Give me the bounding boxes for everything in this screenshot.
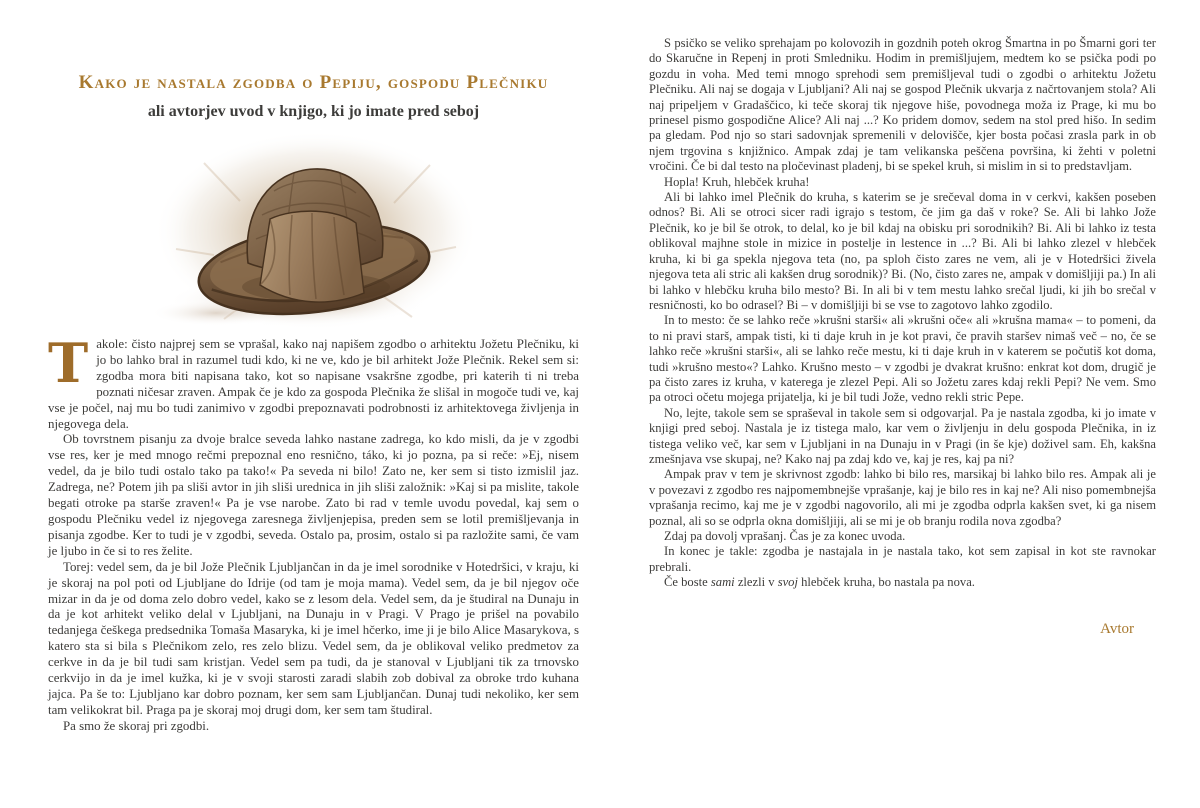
paragraph-final xyxy=(649,575,1156,590)
left-page xyxy=(48,0,579,735)
paragraph: Hopla! Kruh, hlebček kruha! xyxy=(664,174,810,189)
paragraph: Pa smo že skoraj pri zgodbi. xyxy=(63,718,210,733)
author-signature: Avtor xyxy=(1100,620,1134,637)
illustration-container xyxy=(48,129,579,331)
left-page-body xyxy=(48,331,579,735)
final-text-3: hlebček kruha, bo nastala pa nova. xyxy=(797,575,975,590)
right-page xyxy=(649,0,1156,638)
final-text-1: Če boste xyxy=(664,575,711,590)
paragraph-text: akole: čisto najprej sem se vprašal, kako naj napišem zgodbo o arhitektu Jožetu Plečniku, ki jo bo lahko bral in razumel tudi kdo, ki ne ve, kdo je bil arhitekt Jože Plečnik. Rekel sem si: zgodba mora biti napisana tako, kot so napisane vsakršne zgodbe, pri katerih ti ni treba poznati ničesar zraven. Ampak če je kdo za gospoda Plečnika že slišal in mogoče tudi ve, kaj vse je počel, naj mu bo tudi zanimivo v zgodbi prepoznavati podrobnosti iz arhitektovega življenja in njegovega dela. xyxy=(48,337,579,431)
paragraph: Torej: vedel sem, da je bil Jože Plečnik Ljubljančan in da je imel sorodnike v Hotedršici, v kraju, ki je skoraj na pol poti od Ljubljane do Idrije (od tam je moja mama). Vedel sem, da je bil njegov oče mizar in da je od doma zelo dobro vedel, kako se z lesom dela. Vedel sem, da je študiral na Dunaju in da je kot arhitekt veliko delal v Ljubljani, na Dunaju in v Pragi. V Prago je prišel na povabilo tedanjega češkega predsednika Tomaša Masaryka, ki je imel hčerko, ime ji je bilo Alice Masarykova, s katero sta si bila s Plečnikom zelo, res zelo blizu. Vedel sem, da je oblikoval veliko predmetov za cerkve in da je bil tudi sam kristjan. Vedel sem pa tudi, da je stanoval v Ljubljani tik za trnovsko cerkvijo in da je imel kužka, ki je v svoji starosti zaradi slabih zob dobival za obroke trdo kuhana jajca. Pa še to: Ljubljano kar dobro poznam, ker sem sam Ljubljančan. Dunaj tudi nekoliko, ker sem tam velikokrat bil. Praga pa je skoraj moj drugi dom, ker sem tam študiral. xyxy=(48,559,579,717)
paragraph: S psičko se veliko sprehajam po kolovozih in gozdnih poteh okrog Šmartna in po Šmarni gori ter do Skaručne in Repenj in proti Smledniku. Hodim in premišljujem, medtem ko se psička podi po gozdu in voha. Med temi mnogo sprehodi sem premišljeval tudi o zgodbi o arhitektu Jožetu Plečniku. Ali naj se dogaja v Ljubljani? Ali naj se gospod Plečnik ukvarja z načrtovanjem stola? Ali naj pripeljem v Gradaščico, ki teče skoraj tik njegove hiše, povodnega moža iz Prage, ki mu bo prinesel pismo gospodične Alice? Ali naj ...? Ko pridem domov, sedem na stol pred hišo. In sedim pa gledam. Pod njo so stari sadovnjak spremenili v delovišče, kjer bosta počasi zrasla park in ob njem trgovina s knjižnico. Ampak zdaj je tam velikanska peščena površina, ki žehti v poletni vročini. Če bi dal testo na pločevinast pladenj, bi se spekel kruh, si mislim in si to predstavljam. xyxy=(649,36,1156,174)
paragraph xyxy=(48,331,579,432)
paragraph: Ali bi lahko imel Plečnik do kruha, s katerim se je srečeval doma in v cerkvi, kakšen poseben odnos? Bi. Ali se otroci sicer radi igrajo s testom, če jim ga daš v roke? Se. Ali bi lahko Jože Plečnik, ko je bil še otrok, to delal, ko je bil kdaj na obisku pri sorodnikih? Bi. Ali bi lahko iz testa oblikoval majhne stole in mizice in postelje in lestence in ...? Bi. Ali bi lahko zlezel v hlebček kruha, ki bi ga spekla njegova teta (no, pa sploh čisto zares ne vem, ali je v Hotedršici živela njegova teta ali stric ali kakšen drug sorodnik)? Bi. (No, čisto zares ne, ampak v domišljiji pa.) In ali bi lahko v hlebčku kruha bilo mesto? Bi. In ali bi v tem mestu lahko srečal ljudi, ki jih bo srečal v resničnosti, ko bo odrasel? Bi – v domišljiji bi se vse to zagotovo lahko zgodilo. xyxy=(649,190,1156,312)
drop-cap: T xyxy=(48,331,89,395)
paragraph: No, lejte, takole sem se spraševal in takole sem si odgovarjal. Pa je nastala zgodba, ki jo imate v knjigi pred seboj. Nastala je iz tistega malo, kar vem o življenju in delu gospoda Plečnika, in iz tistega veliko več, kar sem v Ljubljani in na Dunaju in v Pragi (in še kje) doživel sam. Eh, kakšna zmešnjava vse skupaj, ne? Kako naj pa zdaj kdo ve, kaj je res, kaj pa ni? xyxy=(649,405,1156,466)
final-text-2: zlezli v xyxy=(734,575,778,590)
paragraph: Ob tovrstnem pisanju za dvoje bralce seveda lahko nastane zadrega, ko kdo misli, da je v zgodbi vse res, ker je med mnogo rečmi prepoznal eno resnično, táko, ki jo pozna, pa si reče: »Ej, nisem vedel, da je bilo tudi ostalo tako pa tako!« Pa seveda ni bilo! Zato ne, ker sem si tisto izmislil jaz. Zadrega, ne? Potem jih pa sliši avtor in jih sliši urednica in jih sliši založnik: »Kaj si pa mislite, takole begati otroke pa starše zraven!« Pa je vse narobe. Zato bi rad v temle uvodu povedal, kaj sem o gospodu Plečniku vedel iz njegovega zaresnega življenjepisa, preden sem se lotil premišljevanja in pisanja zgodbe. Ker to tudi je v zgodbi, seveda. Ostalo pa, prosim, ostalo si pa razložite sami, če vam je ljubo in če si to res želite. xyxy=(48,432,579,558)
right-page-body xyxy=(649,36,1156,591)
hat-illustration xyxy=(144,129,484,331)
final-italic-1: sami xyxy=(710,575,735,590)
paragraph: In konec je takle: zgodba je nastajala in je nastala tako, kot sem zapisal in kot ste ravnokar prebrali. xyxy=(649,544,1156,574)
paragraph: Ampak prav v tem je skrivnost zgodb: lahko bi bilo res, marsikaj bi lahko bilo res. Ampak ali je v povezavi z zgodbo res najpomembnejše vprašanje, kaj je bilo res in kaj ne? Ali niso pomembnejša vprašanja recimo, kaj me je v zgodbi nagovorilo, ali mi je zgodba odprla kakšen svet, ki ga nisem poznal, ali so se odprla okna domišljiji, ali se mi je ob branju rodila nova zgodba? xyxy=(649,467,1156,528)
chapter-title: Kako je nastala zgodba o Pepiju, gospodu Plečniku xyxy=(78,72,549,93)
paragraph: In to mesto: če se lahko reče »krušni starši« ali »krušni oče« ali »krušna mama« – to pomeni, da to ni pravi starš, ampak tisti, ki ti daje kruh in je kot pravi, če pravih staršev nimaš več – no, če se lahko reče »krušni starši«, ali se lahko reče mestu, ki ti daje kruh in v katerem se počutiš kot doma, tudi »krušno mesto«? Lahko. Krušno mesto – v zgodbi je dvakrat krušno: enkrat kot dom, drugič je pa čisto zares iz kruha, v katerega je zlezel Pepi. Ali so Jožetu zares kdaj rekli Pepi? Ne vem. Smo pa otroci očetu mojega prijatelja, ki je bil tudi Jože, vedno rekli stric Pepe. xyxy=(649,313,1156,405)
paragraph: Zdaj pa dovolj vprašanj. Čas je za konec uvoda. xyxy=(664,529,906,543)
chapter-subtitle: ali avtorjev uvod v knjigo, ki jo imate pred seboj xyxy=(147,103,480,120)
final-italic-2: svoj xyxy=(777,575,798,590)
